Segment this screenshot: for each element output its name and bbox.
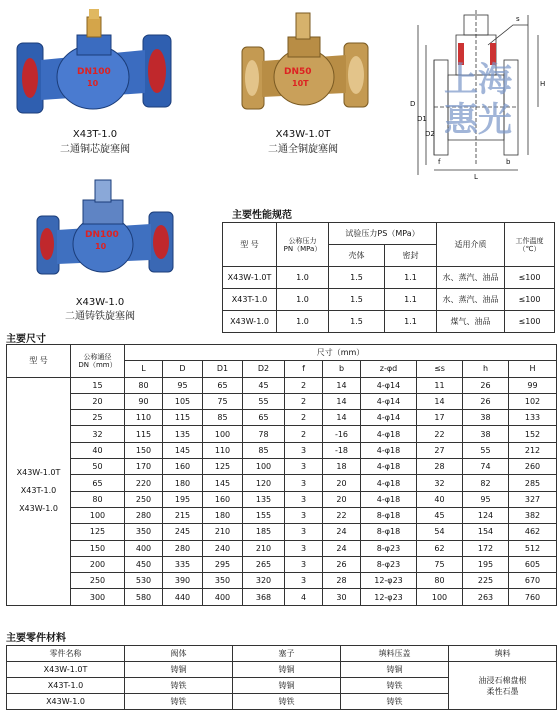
header-plug: 塞子 (233, 646, 341, 662)
cell: 110 (125, 410, 163, 426)
cell: 1.1 (385, 311, 437, 333)
cell: 1.1 (385, 267, 437, 289)
dim-label-f: f (438, 158, 441, 166)
cell: X43W-1.0T (223, 267, 277, 289)
cell: 80 (417, 573, 463, 589)
cell: 4-φ14 (361, 410, 417, 426)
cell: 160 (163, 459, 203, 475)
cell: 350 (125, 524, 163, 540)
cell: 65 (243, 410, 285, 426)
cell: 1.5 (329, 311, 385, 333)
cell: 300 (71, 589, 125, 605)
header-body: 阀体 (125, 646, 233, 662)
table-row (7, 475, 557, 491)
header-test-pressure: 试验压力PS（MPa） (329, 223, 437, 245)
cell: 20 (323, 475, 361, 491)
cell: 327 (509, 491, 557, 507)
cell: 4 (285, 589, 323, 605)
cell: 2 (285, 393, 323, 409)
cell: 605 (509, 556, 557, 572)
cell: 22 (323, 507, 361, 523)
cell: 2 (285, 377, 323, 393)
cell: 180 (163, 475, 203, 491)
cell: 135 (163, 426, 203, 442)
valve-marking: DN50 (284, 67, 312, 77)
cell: 100 (203, 426, 243, 442)
cell: 4-φ18 (361, 442, 417, 458)
cell: 250 (71, 573, 125, 589)
model-list: X43W-1.0T X43T-1.0 X43W-1.0 (7, 377, 71, 605)
cell: 25 (71, 410, 125, 426)
cell: 320 (243, 573, 285, 589)
cell: 22 (417, 426, 463, 442)
cell: 185 (243, 524, 285, 540)
header-size: 尺寸（mm） (125, 345, 557, 361)
cell: 95 (163, 377, 203, 393)
header-gland: 填料压盖 (341, 646, 449, 662)
cell: 45 (243, 377, 285, 393)
header-dim-col: b (323, 361, 361, 377)
cell: 285 (509, 475, 557, 491)
dim-label-b: b (506, 158, 511, 166)
header-dim-col: ≤s (417, 361, 463, 377)
cell: 368 (243, 589, 285, 605)
cell: 115 (125, 426, 163, 442)
cell: 14 (323, 410, 361, 426)
cell: 90 (125, 393, 163, 409)
cell: 133 (509, 410, 557, 426)
cell: 150 (125, 442, 163, 458)
cell: 27 (417, 442, 463, 458)
cell: 280 (163, 540, 203, 556)
cell: 260 (509, 459, 557, 475)
cell: 24 (323, 540, 361, 556)
cell: 350 (203, 573, 243, 589)
header-dim-col: f (285, 361, 323, 377)
cell: 110 (203, 442, 243, 458)
cell: ≤100 (505, 267, 555, 289)
cell: 280 (125, 507, 163, 523)
cell: 1.5 (329, 289, 385, 311)
cell: 210 (203, 524, 243, 540)
cell: 100 (417, 589, 463, 605)
dim-label-h: H (540, 80, 546, 88)
valve-photo-x43w (35, 172, 175, 287)
valve-photo-x43w-t (240, 5, 370, 125)
cell: 8-φ23 (361, 556, 417, 572)
cell: 62 (417, 540, 463, 556)
cell: 2 (285, 426, 323, 442)
cell: 180 (203, 507, 243, 523)
cell: 145 (203, 475, 243, 491)
table-row (7, 393, 557, 409)
table-row (7, 524, 557, 540)
dim-label-d: D (410, 100, 416, 108)
cell: 265 (243, 556, 285, 572)
cell: 75 (203, 393, 243, 409)
cell: 26 (323, 556, 361, 572)
cell: 200 (71, 556, 125, 572)
cell: 225 (463, 573, 509, 589)
cell: 28 (417, 459, 463, 475)
cell: 85 (243, 442, 285, 458)
cell: 263 (463, 589, 509, 605)
table-row (7, 662, 557, 678)
cell: 14 (417, 393, 463, 409)
cell: 15 (71, 377, 125, 393)
cell: 4-φ18 (361, 426, 417, 442)
cell: 26 (463, 393, 509, 409)
cell: 65 (71, 475, 125, 491)
cell: 220 (125, 475, 163, 491)
cell: 17 (417, 410, 463, 426)
cell: 4-φ18 (361, 475, 417, 491)
cell: 670 (509, 573, 557, 589)
cell: 铸铜 (233, 662, 341, 678)
packing-material: 油浸石棉盘根 柔性石墨 (449, 662, 557, 710)
cell: 1.0 (277, 267, 329, 289)
header-dim-col: D2 (243, 361, 285, 377)
cell: X43W-1.0 (7, 694, 125, 710)
cell: 3 (285, 573, 323, 589)
cell: 28 (323, 573, 361, 589)
header-shell: 壳体 (329, 245, 385, 267)
cell: 3 (285, 556, 323, 572)
cell: 20 (71, 393, 125, 409)
dim-label-d1: D1 (417, 115, 427, 123)
cell: 400 (203, 589, 243, 605)
cell: 3 (285, 524, 323, 540)
cell: 14 (323, 393, 361, 409)
cell: 1.1 (385, 289, 437, 311)
header-part-name: 零件名称 (7, 646, 125, 662)
cell: 100 (243, 459, 285, 475)
valve-marking: DN100 (77, 67, 111, 77)
cell: 铸铜 (125, 662, 233, 678)
valve-photo-x43t (15, 5, 175, 125)
cell: 245 (163, 524, 203, 540)
dimensions-table (6, 344, 557, 606)
technical-drawing (398, 5, 556, 185)
cell: X43W-1.0 (223, 311, 277, 333)
cell: 32 (71, 426, 125, 442)
cell: 铸铁 (341, 678, 449, 694)
cell: 210 (243, 540, 285, 556)
cell: 760 (509, 589, 557, 605)
cell: 135 (243, 491, 285, 507)
cell: 54 (417, 524, 463, 540)
table-header-row (7, 646, 557, 662)
cell: 40 (417, 491, 463, 507)
cell: 250 (125, 491, 163, 507)
cell: 580 (125, 589, 163, 605)
performance-title: 主要性能规范 (232, 210, 292, 221)
cell: 195 (163, 491, 203, 507)
cell: 55 (243, 393, 285, 409)
cell: 170 (125, 459, 163, 475)
cell: 215 (163, 507, 203, 523)
cell: 铸铁 (233, 694, 341, 710)
cell: 8-φ23 (361, 540, 417, 556)
cell: 3 (285, 475, 323, 491)
performance-table (222, 222, 555, 333)
cell: 172 (463, 540, 509, 556)
cell: 512 (509, 540, 557, 556)
cell: ≤100 (505, 311, 555, 333)
cell: 水、蒸汽、油品 (437, 289, 505, 311)
cell: 462 (509, 524, 557, 540)
cell: -18 (323, 442, 361, 458)
cell: 3 (285, 491, 323, 507)
cell: X43W-1.0T (7, 662, 125, 678)
valve-marking-2: 10 (87, 79, 99, 88)
table-row (7, 507, 557, 523)
table-row (7, 410, 557, 426)
cell: 1.5 (329, 267, 385, 289)
cell: 450 (125, 556, 163, 572)
cell: 440 (163, 589, 203, 605)
cell: 55 (463, 442, 509, 458)
valve-desc-label: 二通铜芯旋塞阀 (60, 144, 130, 155)
cell: 100 (71, 507, 125, 523)
valve-marking: DN100 (85, 230, 119, 240)
cell: 3 (285, 442, 323, 458)
cell: 125 (203, 459, 243, 475)
cell: 50 (71, 459, 125, 475)
table-row (7, 540, 557, 556)
valve-marking-2: 10T (292, 79, 309, 88)
header-medium: 适用介质 (437, 223, 505, 267)
valve-model-label: X43W-1.0 (75, 297, 125, 308)
header-packing: 填料 (449, 646, 557, 662)
cell: 水、蒸汽、油品 (437, 267, 505, 289)
header-temp: 工作温度 （℃） (505, 223, 555, 267)
header-dim-col: D (163, 361, 203, 377)
header-dim-col: H (509, 361, 557, 377)
cell: 335 (163, 556, 203, 572)
cell: 3 (285, 459, 323, 475)
valve-desc-label: 二通铸铁旋塞阀 (65, 311, 135, 322)
header-seal: 密封 (385, 245, 437, 267)
valve-marking-2: 10 (95, 242, 107, 251)
cell: 铸铁 (125, 678, 233, 694)
cell: 1.0 (277, 289, 329, 311)
watermark: 上海 惠光 (444, 60, 512, 140)
cell: X43T-1.0 (7, 678, 125, 694)
cell: 145 (163, 442, 203, 458)
table-row (7, 377, 557, 393)
table-row (7, 459, 557, 475)
table-row (223, 311, 555, 333)
cell: 18 (323, 459, 361, 475)
table-row (7, 426, 557, 442)
cell: 82 (463, 475, 509, 491)
cell: 80 (71, 491, 125, 507)
cell: 3 (285, 507, 323, 523)
cell: 400 (125, 540, 163, 556)
cell: 152 (509, 426, 557, 442)
cell: 铸铁 (341, 694, 449, 710)
cell: 4-φ18 (361, 459, 417, 475)
cell: 154 (463, 524, 509, 540)
cell: 24 (323, 524, 361, 540)
header-pn: 公称压力 PN（MPa） (277, 223, 329, 267)
cell: X43T-1.0 (223, 289, 277, 311)
cell: 120 (243, 475, 285, 491)
table-row (7, 442, 557, 458)
parts-table (6, 645, 557, 710)
cell: 75 (417, 556, 463, 572)
cell: 38 (463, 410, 509, 426)
header-model: 型 号 (7, 345, 71, 378)
cell: 65 (203, 377, 243, 393)
cell: 74 (463, 459, 509, 475)
table-header-row (7, 345, 557, 361)
cell: 4-φ14 (361, 377, 417, 393)
cell: 煤气、油品 (437, 311, 505, 333)
dimensions-title: 主要尺寸 (6, 334, 46, 345)
cell: 2 (285, 410, 323, 426)
table-row (7, 556, 557, 572)
cell: 20 (323, 491, 361, 507)
cell: 95 (463, 491, 509, 507)
cell: 45 (417, 507, 463, 523)
cell: 4-φ14 (361, 393, 417, 409)
table-row (7, 573, 557, 589)
header-dn: 公称通径 DN（mm） (71, 345, 125, 378)
cell: 78 (243, 426, 285, 442)
cell: 8-φ18 (361, 507, 417, 523)
table-row (223, 289, 555, 311)
header-dim-col: D1 (203, 361, 243, 377)
cell: 30 (323, 589, 361, 605)
cell: 124 (463, 507, 509, 523)
valve-model-label: X43T-1.0 (72, 129, 118, 140)
table-header-row (223, 223, 555, 245)
cell: 105 (163, 393, 203, 409)
table-row (7, 589, 557, 605)
parts-title: 主要零件材料 (6, 633, 66, 644)
cell: 3 (285, 540, 323, 556)
cell: 150 (71, 540, 125, 556)
cell: 160 (203, 491, 243, 507)
cell: 80 (125, 377, 163, 393)
cell: 530 (125, 573, 163, 589)
valve-desc-label: 二通全铜旋塞阀 (268, 144, 338, 155)
cell: 125 (71, 524, 125, 540)
cell: 8-φ18 (361, 524, 417, 540)
table-row (7, 491, 557, 507)
cell: 11 (417, 377, 463, 393)
cell: 4-φ18 (361, 491, 417, 507)
cell: 38 (463, 426, 509, 442)
cell: 40 (71, 442, 125, 458)
cell: 铸铜 (341, 662, 449, 678)
dim-label-d2: D2 (425, 130, 435, 138)
cell: 390 (163, 573, 203, 589)
cell: 铸铜 (233, 678, 341, 694)
header-dim-col: h (463, 361, 509, 377)
cell: ≤100 (505, 289, 555, 311)
cell: 铸铁 (125, 694, 233, 710)
table-row (223, 267, 555, 289)
cell: 382 (509, 507, 557, 523)
cell: 115 (163, 410, 203, 426)
cell: 32 (417, 475, 463, 491)
cell: 1.0 (277, 311, 329, 333)
header-dim-col: z-φd (361, 361, 417, 377)
cell: 240 (203, 540, 243, 556)
header-dim-col: L (125, 361, 163, 377)
cell: 155 (243, 507, 285, 523)
cell: 12-φ23 (361, 589, 417, 605)
cell: -16 (323, 426, 361, 442)
header-model: 型 号 (223, 223, 277, 267)
cell: 102 (509, 393, 557, 409)
dim-label-s: s (516, 15, 520, 23)
cell: 212 (509, 442, 557, 458)
valve-model-label: X43W-1.0T (275, 129, 331, 140)
dim-label-l: L (474, 173, 478, 181)
cell: 99 (509, 377, 557, 393)
cell: 85 (203, 410, 243, 426)
cell: 14 (323, 377, 361, 393)
cell: 195 (463, 556, 509, 572)
cell: 295 (203, 556, 243, 572)
cell: 26 (463, 377, 509, 393)
cell: 12-φ23 (361, 573, 417, 589)
